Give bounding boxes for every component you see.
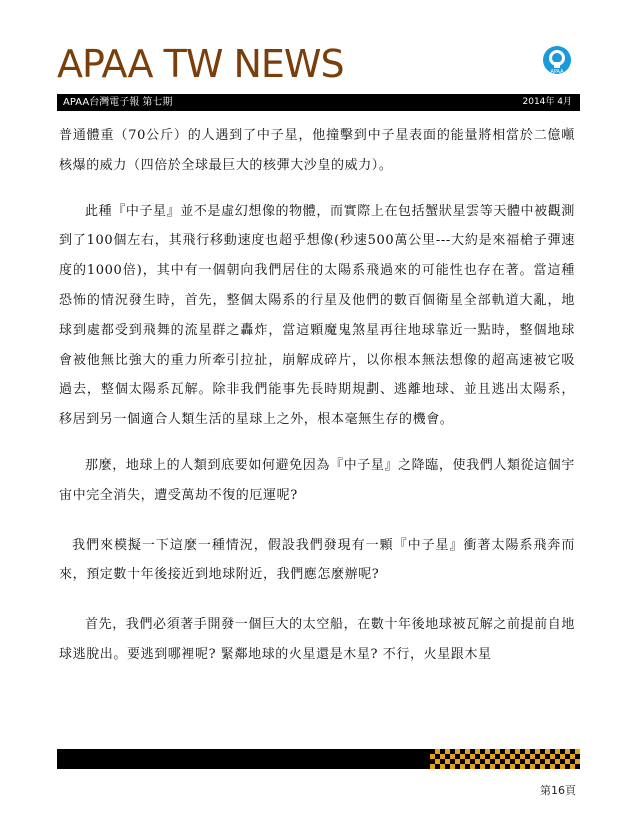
article-body bbox=[59, 121, 575, 670]
footer-checker-pattern bbox=[430, 749, 580, 769]
logo-text: APAA bbox=[550, 69, 564, 75]
page-number: 第16頁 bbox=[540, 784, 576, 797]
issue-date: 2014年 4月 bbox=[522, 97, 572, 107]
apaa-logo-icon bbox=[541, 44, 573, 80]
issue-label: APAA台灣電子報 第七期 bbox=[63, 97, 173, 108]
paragraph-2: 此種『中子星』並不是虛幻想像的物體，而實際上在包括蟹狀星雲等天體中被觀測到了100個左右，其飛行移動速度也超乎想像(秒速500萬公里---大約是來福槍子彈速度的1000倍)，其中有一個朝向我們居住的太陽系飛過來的可能性也存在著。當這種恐怖的情況發生時，首先，整個太陽系的行星及他們的數百個衛星全部軌道大亂，地球到處都受到飛舞的流星群之轟炸，當這顆魔鬼煞星再往地球靠近一點時，整個地球會被他無比強大的重力所牽引拉扯，崩解成碎片，以你根本無法想像的超高速被它吸過去，整個太陽系瓦解。除非我們能事先長時期規劃、逃離地球、並且逃出太陽系，移居到另一個適合人類生活的星球上之外，根本毫無生存的機會。 bbox=[59, 203, 575, 428]
paragraph-5: 首先，我們必須著手開發一個巨大的太空船，在數十年後地球被瓦解之前提前自地球逃脫出。要逃到哪裡呢? 緊鄰地球的火星還是木星? 不行，火星跟木星 bbox=[59, 617, 575, 662]
header-bar bbox=[57, 94, 580, 111]
footer-bar bbox=[57, 749, 580, 769]
paragraph-4: 我們來模擬一下這麼一種情況，假設我們發現有一顆『中子星』衝著太陽系飛奔而來，預定數十年後接近到地球附近，我們應怎麼辦呢? bbox=[59, 537, 575, 583]
paragraph-3: 那麼，地球上的人類到底要如何避免因為『中子星』之降臨，使我們人類從這個宇宙中完全消失，遭受萬劫不復的厄運呢? bbox=[59, 457, 575, 503]
paragraph-1: 普通體重（70公斤）的人遇到了中子星，他撞擊到中子星表面的能量將相當於二億噸核爆的威力（四倍於全球最巨大的核彈大沙皇的威力）。 bbox=[59, 128, 575, 173]
masthead-title: APAA TW NEWS bbox=[57, 42, 344, 86]
